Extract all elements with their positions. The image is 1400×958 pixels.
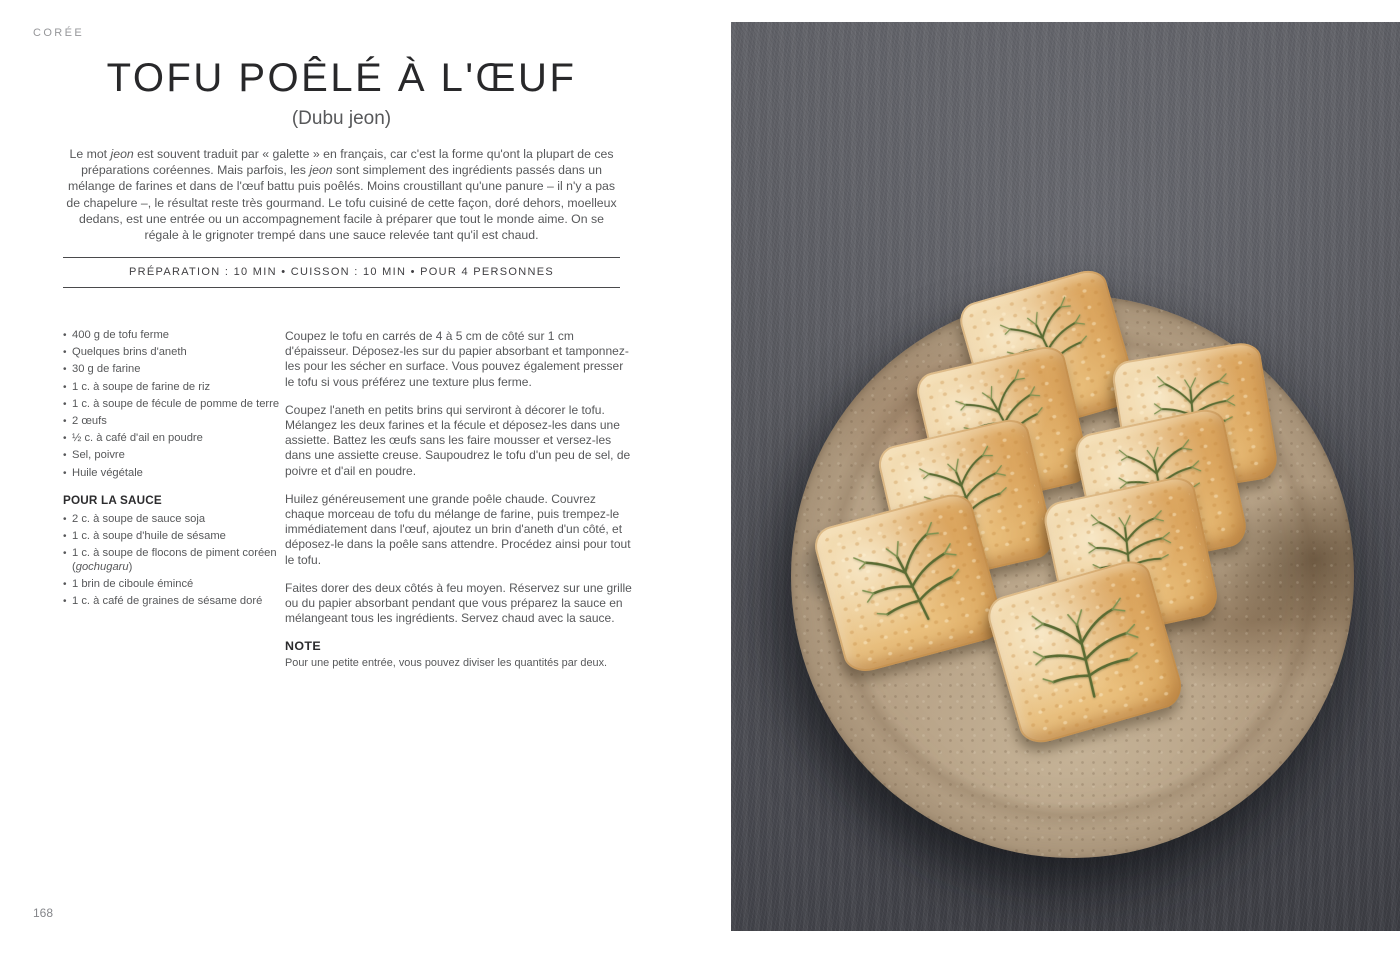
sauce-ingredient-item: • 1 c. à café de graines de sésame doré — [63, 595, 281, 608]
step-paragraph: Coupez le tofu en carrés de 4 à 5 cm de côté sur 1 cm d'épaisseur. Déposez-les sur du papier absorbant et tamponnez-les pour les sécher en surface. Vous pouvez également presser le tofu si vous préférez une texture plus ferme. — [285, 329, 629, 389]
note-text: Pour une petite entrée, vous pouvez diviser les quantités par deux. — [285, 657, 608, 670]
sauce-ingredient-item: • 1 brin de ciboule émincé — [63, 578, 281, 591]
ingredient-item: • 30 g de farine — [63, 363, 281, 376]
step-paragraph: Coupez l'aneth en petits brins qui serviront à décorer le tofu. Mélangez les deux farines et la fécule et déposez-les dans une assiette. Battez les œufs sans les faire mousser et versez-les dans une assiette creuse. Saupoudrez le tofu d'un peu de sel, de poivre et d'ail en poudre. — [285, 402, 631, 478]
recipe-subtitle: (Dubu jeon) — [291, 108, 392, 129]
ingredient-item: • Quelques brins d'aneth — [63, 346, 281, 359]
recipe-intro: Le mot jeon est souvent traduit par « galette » en français, car c'est la forme qu'ont la plupart de ces préparations coréennes. Mais parfois, les jeon sont simplement des ingrédients passés dans un mélange de farines et dans de l'œuf battu puis poêlés. Moins croustillant qu'une panure – il n'y a pas de chapelure –, le résultat reste très gourmand. Le tofu cuisiné de cette façon, doré dehors, moelleux dedans, est une entrée ou un accompagnement facile à préparer que tout le monde aime. On se régale à le grignoter trempé dans une sauce relevée tant qu'il est chaud. — [66, 147, 617, 243]
steps-column — [285, 329, 633, 669]
ingredient-item: • 2 œufs — [63, 415, 281, 428]
ingredient-item: • 400 g de tofu ferme — [63, 329, 281, 342]
recipe-body — [63, 329, 635, 669]
ingredients-column — [63, 329, 285, 669]
category-label: CORÉE — [33, 27, 85, 39]
recipe-photo — [731, 22, 1400, 931]
step-paragraph: Faites dorer des deux côtés à feu moyen. Réservez sur une grille ou du papier absorbant pendant que vous préparez la sauce en mélangeant tous les ingrédients. Servez chaud avec la sauce. — [285, 580, 632, 626]
steps-list — [285, 329, 633, 626]
dill-sprig — [1014, 575, 1151, 712]
recipe-meta-line: PRÉPARATION : 10 MIN • CUISSON : 10 MIN • POUR 4 PERSONNES — [63, 257, 620, 288]
ingredient-item: • ½ c. à café d'ail en poudre — [63, 432, 281, 445]
note-heading: NOTE — [285, 639, 322, 654]
ingredient-item: • Huile végétale — [63, 467, 281, 480]
ingredient-item: • 1 c. à soupe de farine de riz — [63, 381, 281, 394]
ingredient-item: • Sel, poivre — [63, 449, 281, 462]
page-number: 168 — [33, 906, 54, 920]
sauce-ingredient-item: • 1 c. à soupe d'huile de sésame — [63, 530, 281, 543]
sauce-ingredient-item: • 1 c. à soupe de flocons de piment coréen (gochugaru) — [63, 547, 281, 574]
sauce-ingredient-item: • 2 c. à soupe de sauce soja — [63, 513, 281, 526]
sauce-ingredients-list — [63, 513, 281, 609]
ingredient-item: • 1 c. à soupe de fécule de pomme de terre — [63, 398, 281, 411]
sauce-heading: POUR LA SAUCE — [63, 494, 162, 508]
ingredients-list — [63, 329, 281, 480]
step-paragraph: Huilez généreusement une grande poêle chaude. Couvrez chaque morceau de tofu du mélange de farine, puis trempez-le immédiatement dans l'œuf, ajoutez un brin d'aneth d'un côté, et déposez-le dans la poêle sans attendre. Procédez ainsi pour tout le tofu. — [285, 491, 631, 567]
recipe-title: TOFU POÊLÉ À L'ŒUF — [106, 56, 577, 100]
recipe-text-column — [63, 0, 620, 288]
dill-sprig — [832, 498, 979, 645]
